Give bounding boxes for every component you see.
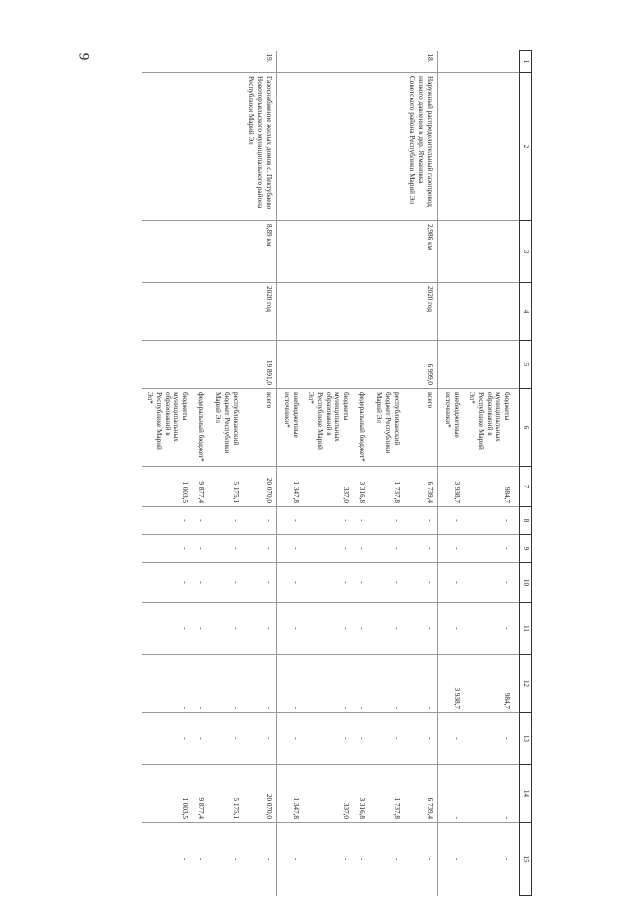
table-cell-col-6: всего [243, 389, 276, 467]
table-cell-col-11: - [303, 603, 353, 655]
table-cell-col-15: - [243, 823, 276, 896]
column-header: 12 [520, 655, 532, 713]
table-cell-col-10: - [464, 563, 520, 603]
table-cell-col-10: - [142, 563, 192, 603]
table-cell-col-7: 3 316,8 [353, 467, 369, 507]
table-cell-col-8: - [276, 507, 303, 535]
column-header: 8 [520, 507, 532, 535]
table-cell-col-12: - [142, 655, 192, 713]
table-cell-col-3: 8,89 км [243, 221, 276, 283]
table-cell-col-5 [464, 341, 520, 389]
table-cell-col-2 [353, 73, 369, 221]
table-cell-col-11: - [192, 603, 208, 655]
table-cell-col-6: федеральный бюджет* [353, 389, 369, 467]
table-cell-col-2 [369, 73, 404, 221]
table-row [437, 51, 464, 896]
table-row [276, 51, 303, 896]
table-cell-col-5 [142, 341, 192, 389]
column-header: 13 [520, 713, 532, 765]
table-cell-col-7: 337,0 [303, 467, 353, 507]
column-header: 10 [520, 563, 532, 603]
table-cell-col-9: - [303, 535, 353, 563]
table-cell-col-5 [276, 341, 303, 389]
table-cell-col-6: республиканский бюджет Республики Марий Эл [369, 389, 404, 467]
table-cell-col-2 [208, 73, 243, 221]
table-cell-col-10: - [303, 563, 353, 603]
table-cell-col-14: 3 316,8 [353, 765, 369, 823]
table-cell-col-9: - [464, 535, 520, 563]
table-cell-col-13: - [464, 713, 520, 765]
table-cell-col-13: - [243, 713, 276, 765]
table-cell-col-10: - [353, 563, 369, 603]
table-cell-col-15: - [276, 823, 303, 896]
table-cell-col-14: 1 737,8 [369, 765, 404, 823]
table-cell-col-3 [464, 221, 520, 283]
table-cell-col-1 [369, 51, 404, 73]
column-header: 2 [520, 73, 532, 221]
table-cell-col-11: - [243, 603, 276, 655]
table-cell-col-14: 1 003,5 [142, 765, 192, 823]
table-cell-col-3 [353, 221, 369, 283]
table-row [243, 51, 276, 896]
table-cell-col-8: - [464, 507, 520, 535]
table-row [303, 51, 353, 896]
table-cell-col-5 [303, 341, 353, 389]
table-cell-col-5: 6 999,0 [404, 341, 437, 389]
table-cell-col-13: - [369, 713, 404, 765]
table-cell-col-10: - [437, 563, 464, 603]
table-cell-col-5 [437, 341, 464, 389]
column-header: 6 [520, 389, 532, 467]
table-cell-col-8: - [208, 507, 243, 535]
table-cell-col-6: бюджеты муниципальных образований в Республике Марий Эл* [303, 389, 353, 467]
table-cell-col-10: - [369, 563, 404, 603]
table-cell-col-9: - [353, 535, 369, 563]
table-cell-col-11: - [464, 603, 520, 655]
table-cell-col-15: - [353, 823, 369, 896]
table-cell-col-1: 18. [404, 51, 437, 73]
table-cell-col-4 [192, 283, 208, 341]
table-cell-col-4 [437, 283, 464, 341]
column-header: 14 [520, 765, 532, 823]
table-cell-col-3 [208, 221, 243, 283]
table-cell-col-3 [192, 221, 208, 283]
table-cell-col-15: - [208, 823, 243, 896]
table-cell-col-1 [276, 51, 303, 73]
table-cell-col-14: 1 347,8 [276, 765, 303, 823]
table-cell-col-4 [353, 283, 369, 341]
table-cell-col-14: 9 877,4 [192, 765, 208, 823]
table-row [353, 51, 369, 896]
column-header: 9 [520, 535, 532, 563]
table-cell-col-13: - [208, 713, 243, 765]
table-cell-col-2 [142, 73, 192, 221]
table-cell-col-10: - [404, 563, 437, 603]
table-cell-col-7: 20 070,0 [243, 467, 276, 507]
table-row [464, 51, 520, 896]
table-body [142, 51, 520, 896]
table-cell-col-5 [353, 341, 369, 389]
table-cell-col-4 [142, 283, 192, 341]
rotated-table-container [107, 50, 532, 895]
column-header: 15 [520, 823, 532, 896]
table-cell-col-4 [303, 283, 353, 341]
table-cell-col-8: - [404, 507, 437, 535]
table-cell-col-12: 984,7 [464, 655, 520, 713]
budget-table [142, 50, 532, 896]
table-cell-col-14: 20 070,0 [243, 765, 276, 823]
table-cell-col-12: - [353, 655, 369, 713]
table-cell-col-6: внебюджетные источники* [276, 389, 303, 467]
table-cell-col-2 [192, 73, 208, 221]
table-cell-col-9: - [369, 535, 404, 563]
table-cell-col-13: - [192, 713, 208, 765]
table-row [142, 51, 192, 896]
table-cell-col-8: - [353, 507, 369, 535]
table-cell-col-13: - [353, 713, 369, 765]
table-cell-col-10: - [276, 563, 303, 603]
table-cell-col-13: - [404, 713, 437, 765]
table-cell-col-11: - [437, 603, 464, 655]
table-row [404, 51, 437, 896]
table-cell-col-14: - [464, 765, 520, 823]
table-cell-col-1 [353, 51, 369, 73]
table-cell-col-9: - [404, 535, 437, 563]
table-cell-col-12: - [208, 655, 243, 713]
table-cell-col-3 [437, 221, 464, 283]
table-cell-col-6: бюджеты муниципальных образований в Республике Марий Эл* [142, 389, 192, 467]
table-cell-col-10: - [192, 563, 208, 603]
table-cell-col-5 [369, 341, 404, 389]
table-cell-col-12: - [303, 655, 353, 713]
table-cell-col-12: - [243, 655, 276, 713]
table-cell-col-11: - [142, 603, 192, 655]
table-cell-col-2: Газоснабжение жилых домов с. Пектубаево Новоторъяльского муниципального района Республики Марий Эл [243, 73, 276, 221]
table-cell-col-2 [464, 73, 520, 221]
table-row [192, 51, 208, 896]
table-cell-col-9: - [208, 535, 243, 563]
table-cell-col-9: - [437, 535, 464, 563]
table-cell-col-4 [464, 283, 520, 341]
table-row [369, 51, 404, 896]
table-cell-col-6: всего [404, 389, 437, 467]
table-cell-col-1 [464, 51, 520, 73]
page-number: 9 [75, 52, 92, 61]
table-cell-col-11: - [276, 603, 303, 655]
table-cell-col-3 [142, 221, 192, 283]
table-cell-col-12: - [276, 655, 303, 713]
table-cell-col-6: бюджеты муниципальных образований в Республике Марий Эл* [464, 389, 520, 467]
table-cell-col-8: - [192, 507, 208, 535]
table-cell-col-13: - [276, 713, 303, 765]
table-cell-col-4: 2020 год [243, 283, 276, 341]
table-cell-col-2 [303, 73, 353, 221]
table-cell-col-7: 1 003,5 [142, 467, 192, 507]
table-cell-col-11: - [404, 603, 437, 655]
table-cell-col-8: - [437, 507, 464, 535]
table-cell-col-5 [192, 341, 208, 389]
table-cell-col-2 [276, 73, 303, 221]
table-cell-col-8: - [243, 507, 276, 535]
table-cell-col-15: - [192, 823, 208, 896]
table-cell-col-3: 2,986 км [404, 221, 437, 283]
table-cell-col-4 [276, 283, 303, 341]
table-cell-col-9: - [243, 535, 276, 563]
table-cell-col-8: - [303, 507, 353, 535]
table-cell-col-1 [303, 51, 353, 73]
table-cell-col-2: Наружный распределительный газопровод низкого давления в дер. Ятмановка Советского района Республики Марий Эл [404, 73, 437, 221]
table-cell-col-11: - [208, 603, 243, 655]
table-cell-col-1: 19. [243, 51, 276, 73]
table-cell-col-3 [303, 221, 353, 283]
table-cell-col-1 [208, 51, 243, 73]
table-cell-col-12: 3 938,7 [437, 655, 464, 713]
table-cell-col-7: 1 347,8 [276, 467, 303, 507]
table-cell-col-13: - [142, 713, 192, 765]
table-cell-col-7: 9 877,4 [192, 467, 208, 507]
table-cell-col-7: 1 737,8 [369, 467, 404, 507]
table-cell-col-7: 984,7 [464, 467, 520, 507]
table-cell-col-14: - [437, 765, 464, 823]
column-header: 3 [520, 221, 532, 283]
table-cell-col-5: 19 891,0 [243, 341, 276, 389]
column-header: 5 [520, 341, 532, 389]
table-cell-col-7: 3 938,7 [437, 467, 464, 507]
table-cell-col-1 [437, 51, 464, 73]
table-cell-col-15: - [303, 823, 353, 896]
table-cell-col-6: внебюджетные источники* [437, 389, 464, 467]
table-cell-col-13: - [437, 713, 464, 765]
table-cell-col-4: 2020 год [404, 283, 437, 341]
table-row [208, 51, 243, 896]
table-cell-col-15: - [369, 823, 404, 896]
table-cell-col-13: - [303, 713, 353, 765]
table-cell-col-14: 337,0 [303, 765, 353, 823]
table-cell-col-11: - [353, 603, 369, 655]
table-cell-col-15: - [437, 823, 464, 896]
table-cell-col-4 [369, 283, 404, 341]
table-cell-col-4 [208, 283, 243, 341]
column-header: 11 [520, 603, 532, 655]
table-cell-col-12: - [369, 655, 404, 713]
table-cell-col-12: - [192, 655, 208, 713]
table-cell-col-2 [437, 73, 464, 221]
table-cell-col-5 [208, 341, 243, 389]
table-cell-col-6: республиканский бюджет Республики Марий Эл [208, 389, 243, 467]
table-cell-col-15: - [142, 823, 192, 896]
column-header: 1 [520, 51, 532, 73]
table-cell-col-14: 6 739,4 [404, 765, 437, 823]
table-cell-col-8: - [142, 507, 192, 535]
table-cell-col-10: - [208, 563, 243, 603]
column-header: 7 [520, 467, 532, 507]
column-number-row [520, 51, 532, 896]
table-cell-col-1 [192, 51, 208, 73]
table-cell-col-8: - [369, 507, 404, 535]
table-cell-col-15: - [464, 823, 520, 896]
table-cell-col-3 [369, 221, 404, 283]
table-cell-col-6: федеральный бюджет* [192, 389, 208, 467]
table-cell-col-10: - [243, 563, 276, 603]
table-cell-col-7: 6 739,4 [404, 467, 437, 507]
table-cell-col-9: - [192, 535, 208, 563]
table-cell-col-1 [142, 51, 192, 73]
table-cell-col-14: 5 175,1 [208, 765, 243, 823]
table-cell-col-9: - [276, 535, 303, 563]
table-cell-col-15: - [404, 823, 437, 896]
table-cell-col-11: - [369, 603, 404, 655]
table-cell-col-3 [276, 221, 303, 283]
column-header: 4 [520, 283, 532, 341]
table-cell-col-9: - [142, 535, 192, 563]
table-cell-col-12: - [404, 655, 437, 713]
table-cell-col-7: 5 175,1 [208, 467, 243, 507]
